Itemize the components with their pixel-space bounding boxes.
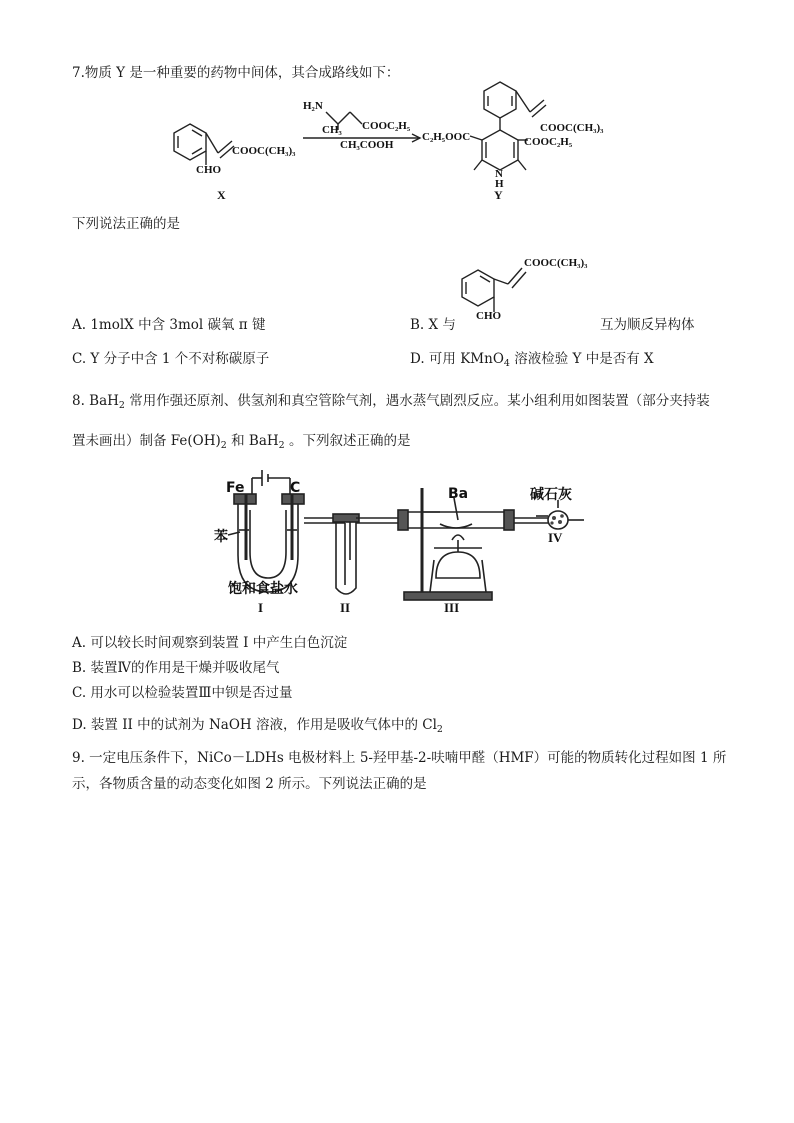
q7-option-c: C. Y 分子中含 1 个不对称碳原子 [72,351,270,367]
label-apparatus-iii: III [444,600,460,615]
label-c-electrode: C [290,480,301,496]
label-fe-electrode: Fe [226,480,245,496]
q8-option-c: C. 用水可以检验装置Ⅲ中钡是否过量 [72,685,293,701]
x-ester-label: COOC(CH₃)₃ [232,145,296,157]
reaction-condition: CH₃COOH [340,139,394,151]
q8-stem-line2: 置未画出）制备 $Fe(OH)_2$ 和 BaH$_2$ 。下列叙述正确的是 [72,433,411,451]
y-hydrogen: H [495,178,504,190]
q7-stem: 7.物质 Y 是一种重要的药物中间体，其合成路线如下： [72,65,400,81]
label-soda-lime: 碱石灰 [530,487,572,503]
reagent-ch3: CH₃ [322,124,342,136]
q8-option-a: A. 可以较长时间观察到装置 I 中产生白色沉淀 [72,635,348,651]
label-ba: Ba [448,486,469,502]
q7-option-a: A. 1molX 中含 3mol 碳氧 π 键 [72,317,266,333]
label-benzene: 苯 [214,529,228,545]
q8-option-b: B. 装置Ⅳ的作用是干燥并吸收尾气 [72,660,280,676]
label-apparatus-i: I [258,600,264,615]
q7-option-b-suffix: 互为顺反异构体 [600,317,695,333]
label-saturated-brine: 饱和食盐水 [228,581,298,597]
reagent-h2n: H₂N [303,100,323,112]
isomer-ester-label: COOC(CH₃)₃ [524,257,588,269]
q8-stem-line1: 8. BaH$_2$ 常用作强还原剂、供氢剂和真空管除气剂，遇水蒸气剧烈反应。某小组利用如图装置（部分夹持装 [72,393,710,411]
compound-y-label: Y [494,188,503,202]
q9-stem-line1: 9. 一定电压条件下，NiCo－LDHs 电极材料上 5-羟甲基-2-呋喃甲醛（HMF）可能的物质转化过程如图 1 所 [72,750,727,766]
q9-stem-line2: 示，各物质含量的动态变化如图 2 所示。下列说法正确的是 [72,776,427,792]
q7-option-b-prefix: B. X 与 [410,317,456,333]
reagent-ester: COOC₂H₅ [362,120,411,132]
isomer-cho-label: CHO [476,310,502,322]
q7-prompt: 下列说法正确的是 [72,216,180,232]
y-ester-left: C₂H₅OOC [422,131,471,143]
compound-x-label: X [217,188,226,202]
q8-option-d: D. 装置 II 中的试剂为 NaOH 溶液，作用是吸收气体中的 $Cl_2$ [72,717,443,735]
label-apparatus-ii: II [340,600,351,615]
q7-option-d: D. 可用 KMnO$_4$ 溶液检验 Y 中是否有 X [410,351,654,369]
label-apparatus-iv: IV [548,530,563,545]
x-cho-label: CHO [196,164,222,176]
y-nitrogen: N [495,168,503,180]
y-ester-right: COOC₂H₅ [524,136,573,148]
y-ester-top: COOC(CH₃)₃ [540,122,604,134]
